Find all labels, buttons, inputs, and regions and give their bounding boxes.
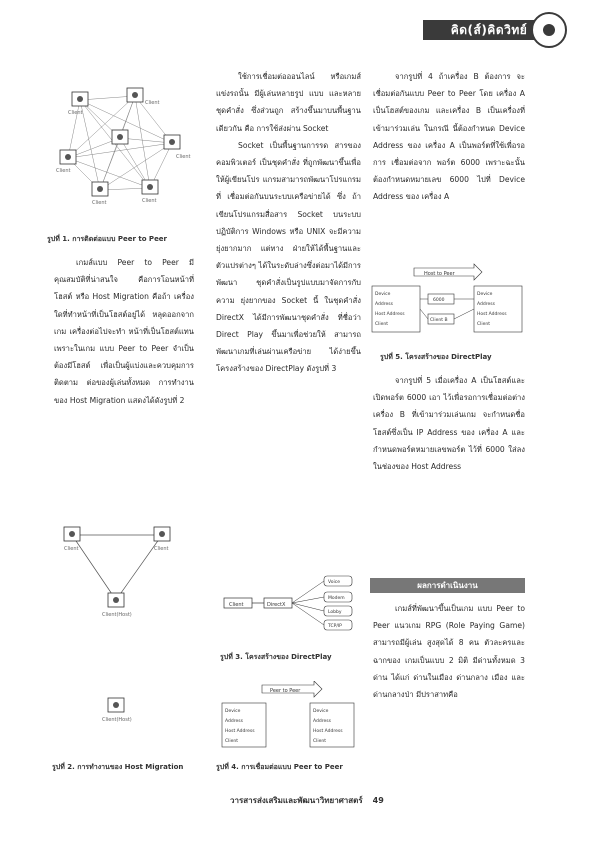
fig2-label-client-b: Client	[154, 546, 169, 552]
figure-3-caption: รูปที่ 3. โครงสร้างของ DirectPlay	[220, 653, 332, 661]
banner-dot-decoration	[543, 24, 555, 36]
fig1-label-4: Client	[56, 168, 71, 174]
fig3-directx-label: DirectX	[267, 602, 286, 608]
col2-paragraph-1: ใช้การเชื่อมต่อออนไลน์ หรือเกมส์แข่งรถนั้น มีผู้เล่นหลายรูป แบบ และหลายชุดคำสั่ง ซึ่งส่วนถูก สร้างขึ้นมาบนพื้นฐานเดียวกัน คือ การใช้ส่งผ่าน Socket	[216, 72, 361, 133]
figure-4-caption: รูปที่ 4. การเชื่อมต่อแบบ Peer to Peer	[216, 763, 343, 771]
fig5-left-2: Address	[375, 302, 393, 307]
fig1-label-3: Client	[176, 154, 191, 160]
column-3-text-bottom	[373, 600, 525, 703]
figure-3-directplay-structure	[220, 572, 360, 632]
fig2-label-host: Client(Host)	[102, 612, 132, 618]
fig4-right-1: Device	[313, 709, 329, 714]
figure-1-peer-network	[50, 78, 200, 208]
fig4-right-2: Address	[313, 719, 331, 724]
fig4-right-3: Host Address	[313, 729, 343, 734]
column-3-text-middle	[373, 372, 525, 475]
col1-paragraph-1: เกมส์แบบ Peer to Peer มี คุณสมบัติที่น่าสนใจ คือการโอนหน้าที่ โฮสต์ หรือ Host Migration คือถ้า เครื่องใดที่ทำหน้าที่เป็นโฮสต์อยู่ได้ หลุดออกจากเกม เครื่องต่อไปจะทำ หน้าที่เป็นโฮสต์แทน เพราะในเกม แบบ Peer to Peer จำเป็นต้องมีโฮสต์ เพื่อเป็นผู้แบ่งและควบคุมการติดตาม ต่อของผู้เล่นทั้งหมด การทำงานของ Host Migration แสดงได้ดังรูปที่ 2	[54, 258, 194, 405]
fig4-left-2: Address	[225, 719, 243, 724]
fig4-left-3: Host Address	[225, 729, 255, 734]
figure-1-caption: รูปที่ 1. การติดต่อแบบ Peer to Peer	[47, 235, 168, 243]
fig1-label-6: Client	[142, 198, 157, 204]
fig5-right-1: Device	[477, 292, 493, 297]
fig1-label-5: Client	[92, 200, 107, 206]
fig4-left-1: Device	[225, 709, 241, 714]
fig5-right-4: Client	[477, 322, 491, 327]
fig5-left-3: Host Address	[375, 312, 405, 317]
results-section-heading: ผลการดำเนินงาน	[370, 578, 525, 593]
fig5-left-1: Device	[375, 292, 391, 297]
page-footer	[230, 794, 384, 807]
fig2-label-new-host: Client(Host)	[102, 717, 132, 723]
page-number: 49	[372, 796, 384, 805]
column-3-text-top	[373, 68, 525, 206]
fig4-arrow-label: Peer to Peer	[270, 688, 301, 694]
fig3-item-modem: Modem	[328, 596, 345, 601]
fig4-right-4: Client	[313, 739, 327, 744]
figure-5-directplay-structure	[370, 262, 526, 337]
fig5-client-label: Client B	[430, 318, 448, 323]
fig5-arrow-label: Host to Peer	[424, 271, 455, 277]
figure-2-host-migration	[52, 515, 192, 745]
col3-paragraph-2: จากรูปที่ 5 เมื่อเครื่อง A เป็นโฮสต์และเปิดพอร์ต 6000 เอา ไว้เพื่อรอการเชื่อมต่อต่างเครื่อง B ที่เข้ามาร่วมเล่นเกม จะกำหนดชื่อ โฮสต์ซึ่งเป็น IP Address ของ เครื่อง A และกำหนดพอร์ตหมายเลขพอร์ต ไว้ที่ 6000 ใส่ลงในช่องของ Host Address	[373, 376, 525, 472]
section-title: คิด(ส์)คิดวิทย์	[450, 23, 528, 37]
footer-journal-name: วารสารส่งเสริมและพัฒนาวิทยาศาสตร์	[230, 796, 363, 805]
fig5-port-label: 6000	[433, 298, 445, 303]
col3-paragraph-1: จากรูปที่ 4 ถ้าเครื่อง B ต้องการ จะเชื่อมต่อกันแบบ Peer to Peer โดย เครื่อง A เป็นโฮสต์ของเกม และเครื่อง B เป็นเครื่องที่เข้ามาร่วมเล่น ในกรณี นี้ต้องกำหนด Device Address ของ เครื่อง A เป็นพอร์ตที่ใช้เพื่อรอการ เชื่อมต่อจาก พอร์ต 6000 เพราะฉะนั้น ต้องกำหนดหมายเลข 6000 ไปที่ Device Address ของ เครื่อง A	[373, 72, 525, 202]
fig5-right-2: Address	[477, 302, 495, 307]
fig1-label-2: Client	[68, 110, 83, 116]
fig1-label-1: Client	[145, 100, 160, 106]
col2-paragraph-2: Socket เป็นพื้นฐานการรด สารของคอมพิวเตอร์ เป็นชุดคำสั่ง ที่ถูกพัฒนาขึ้นเพื่อให้ผู้เขียนโปร แกรมสามารถพัฒนาโปรแกรมที่ เชื่อมต่อกันบนระบบเครือข่ายได้ ซึ่ง ถ้าเขียนโปรแกรมสื่อสาร Socket บนระบบปฏิบัติการ Windows หรือ UNIX จะมีความยุ่งยากมาก แต่ทาง ฝ่ายให้ได้พื้นฐานและตัวแปรต่างๆ ได้ในระดับล่างซึ่งต่อมาได้มีการพัฒนา ชุดคำสั่งเป็นรูปแบบมาจัดการกับความ ยุ่งยากของ Socket นี้ ในชุดคำสั่ง DirectX ได้มีการพัฒนาชุดคำสั่ง ที่ชื่อว่า Direct Play ขึ้นมาเพื่อช่วยให้ สามารถพัฒนาเกมที่เล่นผ่านเครือข่าย ได้ง่ายขึ้น โครงสร้างของ DirectPlay ดังรูปที่ 3	[216, 140, 361, 374]
column-2-text	[216, 68, 361, 378]
fig3-item-voice: Voice	[328, 580, 340, 585]
figure-5-caption: รูปที่ 5. โครงสร้างของ DirectPlay	[380, 353, 492, 361]
figure-2-caption: รูปที่ 2. การทำงานของ Host Migration	[52, 763, 184, 771]
fig3-item-lobby: Lobby	[328, 610, 342, 615]
figure-4-peer-connection	[218, 681, 360, 753]
fig2-label-client-a: Client	[64, 546, 79, 552]
col3-paragraph-3: เกมส์ที่พัฒนาขึ้นเป็นเกม แบบ Peer to Peer แนวเกม RPG (Role Paying Game) สามารถมีผู้เล่น สูงสุดได้ 8 คน ตัวละครและฉากของ เกมเป็นแบบ 2 มิติ มีด่านทั้งหมด 3 ด่าน ได้แก่ ด่านในเมือง ด่านกลาง เมือง และด่านกลางป่า มีปราสาทคือ	[373, 604, 525, 700]
fig5-right-3: Host Address	[477, 312, 507, 317]
fig3-client-label: Client	[229, 602, 244, 608]
fig5-left-4: Client	[375, 322, 389, 327]
fig3-item-tcpip: TCP/IP	[328, 624, 342, 629]
column-1-text	[54, 254, 194, 409]
fig4-left-4: Client	[225, 739, 239, 744]
